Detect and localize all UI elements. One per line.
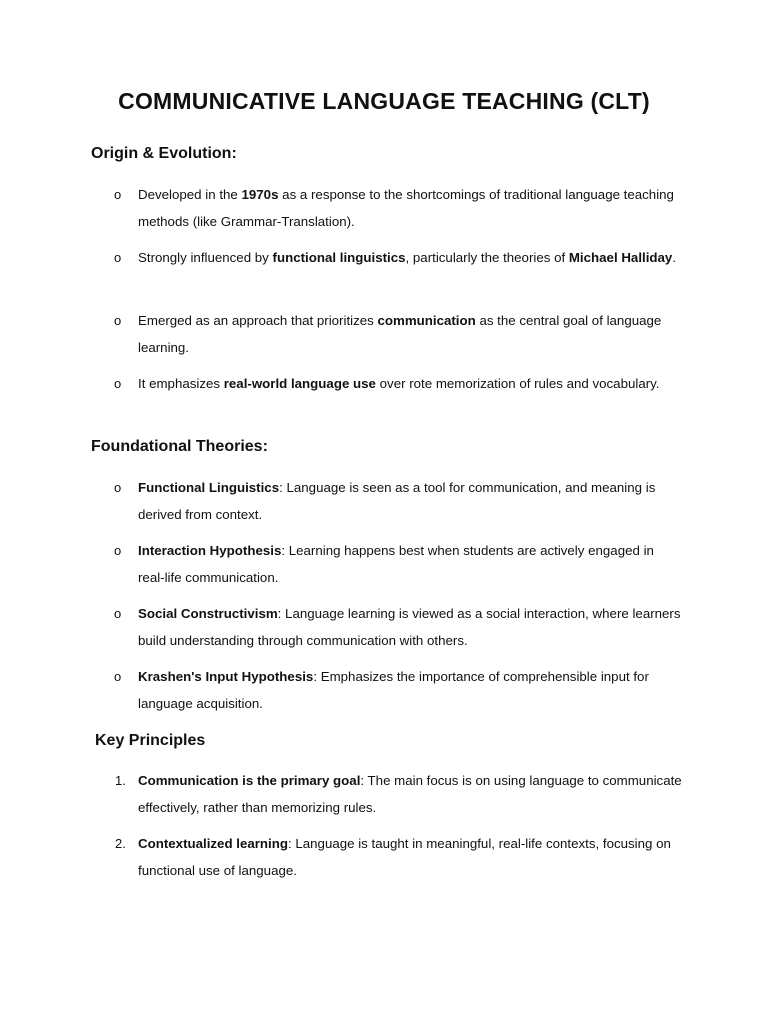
text-run: .: [672, 250, 677, 265]
bold-term: real-world language use: [223, 376, 376, 391]
bold-term: Functional Linguistics: [138, 480, 280, 495]
number-marker: 2.: [115, 836, 126, 851]
text-run: Strongly influenced by: [138, 250, 273, 265]
text-run: : Emphasizes the importance of comprehensible input for language acquisition.: [138, 669, 649, 711]
section-heading-principles: Key Principles: [95, 732, 206, 749]
list-item-text: [138, 181, 683, 235]
text-run: : Language is taught in meaningful, real-life contexts, focusing on functional use of language.: [138, 836, 671, 878]
bullet-marker: o: [114, 250, 122, 265]
list-item-text: [138, 537, 683, 591]
bold-term: Interaction Hypothesis: [138, 543, 282, 558]
text-run: , particularly the theories of: [405, 250, 569, 265]
bold-term: Communication is the primary goal: [138, 773, 361, 788]
list-item-text: [138, 307, 683, 361]
bold-term: Contextualized learning: [138, 836, 288, 851]
text-run: Emerged as an approach that prioritizes: [138, 313, 378, 328]
list-item-text: [138, 767, 683, 821]
bullet-marker: o: [114, 187, 122, 202]
text-run: as the central goal of language learning.: [138, 313, 662, 355]
text-run: as a response to the shortcomings of traditional language teaching methods (like Grammar-Translation).: [138, 187, 674, 229]
bold-term: Krashen's Input Hypothesis: [138, 669, 314, 684]
list-item-text: [138, 244, 683, 271]
list-item-text: [138, 830, 683, 884]
number-marker: 1.: [115, 773, 126, 788]
bullet-marker: o: [114, 313, 122, 328]
section-heading-origin: Origin & Evolution:: [91, 145, 237, 162]
text-run: over rote memorization of rules and vocabulary.: [375, 376, 660, 391]
bold-term: functional linguistics: [272, 250, 406, 265]
bullet-marker: o: [114, 543, 122, 558]
bold-term: communication: [377, 313, 476, 328]
bold-term: 1970s: [241, 187, 279, 202]
bullet-marker: o: [114, 376, 122, 391]
section-heading-foundational: Foundational Theories:: [91, 438, 268, 455]
page-title: COMMUNICATIVE LANGUAGE TEACHING (CLT): [118, 88, 650, 114]
bold-term: Michael Halliday: [568, 250, 673, 265]
bullet-marker: o: [114, 669, 122, 684]
text-run: Developed in the: [138, 187, 242, 202]
list-item-text: [138, 663, 683, 717]
text-run: : The main focus is on using language to communicate effectively, rather than memorizing rules.: [138, 773, 682, 815]
list-item-text: [138, 474, 683, 528]
text-run: It emphasizes: [138, 376, 224, 391]
list-item-text: [138, 370, 683, 397]
list-item-text: [138, 600, 683, 654]
text-run: : Language learning is viewed as a social interaction, where learners build understanding through communication with others.: [138, 606, 681, 648]
text-run: : Learning happens best when students are actively engaged in real-life communication.: [138, 543, 654, 585]
bullet-marker: o: [114, 480, 122, 495]
bold-term: Social Constructivism: [138, 606, 278, 621]
text-run: : Language is seen as a tool for communication, and meaning is derived from context.: [138, 480, 656, 522]
bullet-marker: o: [114, 606, 122, 621]
